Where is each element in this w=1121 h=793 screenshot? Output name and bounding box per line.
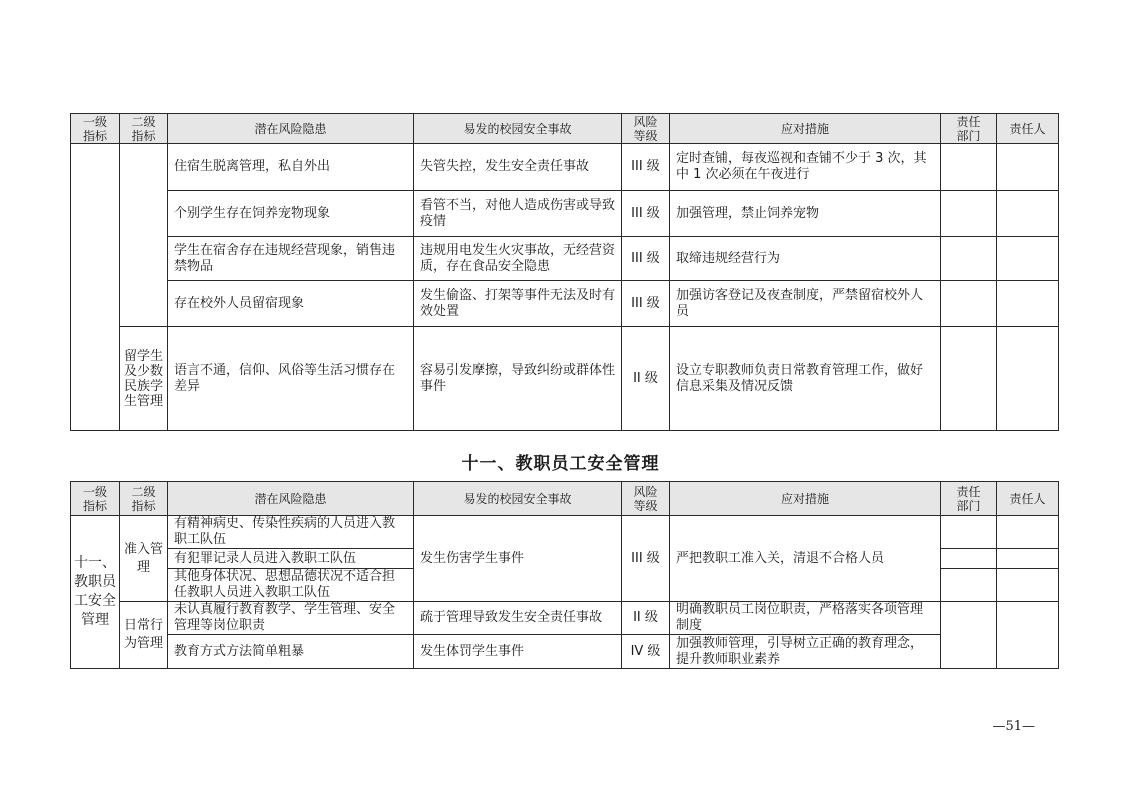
measure-cell: 加强教师管理，引导树立正确的教育理念，提升教师职业素养 (670, 635, 941, 669)
group-label-admission: 准入管理 (120, 516, 168, 602)
person-cell (997, 281, 1059, 327)
person-cell (997, 602, 1059, 669)
header-measures: 应对措施 (670, 482, 941, 516)
table-row (71, 191, 1059, 237)
hazard-cell: 有精神病史、传染性疾病的人员进入教职工队伍 (168, 516, 414, 549)
hazard-cell: 有犯罪记录人员进入教职工队伍 (168, 549, 414, 569)
level1-cell (71, 144, 120, 431)
header-level1: 一级 指标 (71, 482, 120, 516)
header-hazard: 潜在风险隐患 (168, 114, 414, 144)
accident-cell: 看管不当，对他人造成伤害或导致疫情 (414, 191, 622, 237)
risk-level-cell: IV 级 (622, 635, 670, 669)
measure-cell: 设立专职教师负责日常教育管理工作，做好信息采集及情况反馈 (670, 327, 941, 431)
table-row (71, 602, 1059, 635)
accident-cell: 发生体罚学生事件 (414, 635, 622, 669)
dept-cell (941, 569, 997, 602)
measure-cell: 明确教职员工岗位职责，严格落实各项管理制度 (670, 602, 941, 635)
hazard-cell: 学生在宿舍存在违规经营现象，销售违禁物品 (168, 237, 414, 281)
risk-table-continued (70, 113, 1059, 431)
risk-level-cell: II 级 (622, 327, 670, 431)
risk-level-cell: II 级 (622, 602, 670, 635)
dept-cell (941, 144, 997, 191)
person-cell (997, 569, 1059, 602)
measure-cell: 定时查铺，每夜巡视和查铺不少于 3 次，其中 1 次必须在午夜进行 (670, 144, 941, 191)
risk-level-cell: III 级 (622, 237, 670, 281)
person-cell (997, 516, 1059, 549)
measure-cell: 加强访客登记及夜查制度，严禁留宿校外人员 (670, 281, 941, 327)
hazard-cell: 未认真履行教育教学、学生管理、安全管理等岗位职责 (168, 602, 414, 635)
accident-cell: 疏于管理导致发生安全责任事故 (414, 602, 622, 635)
table-row (71, 516, 1059, 549)
person-cell (997, 549, 1059, 569)
hazard-cell: 个别学生存在饲养宠物现象 (168, 191, 414, 237)
measure-cell: 取缔违规经营行为 (670, 237, 941, 281)
header-person: 责任人 (997, 482, 1059, 516)
table-row (71, 327, 1059, 431)
risk-table-staff (70, 481, 1059, 669)
accident-cell: 违规用电发生火灾事故，无经营资质，存在食品安全隐患 (414, 237, 622, 281)
person-cell (997, 191, 1059, 237)
measure-cell: 严把教职工准入关，清退不合格人员 (670, 516, 941, 602)
header-dept: 责任 部门 (941, 482, 997, 516)
dept-cell (941, 191, 997, 237)
header-level1: 一级 指标 (71, 114, 120, 144)
level1-staff-safety: 十一、教职员工安全管理 (71, 516, 120, 669)
page-number: — 51 — (992, 719, 1035, 734)
dept-cell (941, 281, 997, 327)
person-cell (997, 237, 1059, 281)
person-cell (997, 144, 1059, 191)
hazard-cell: 语言不通，信仰、风俗等生活习惯存在差异 (168, 327, 414, 431)
risk-level-cell: III 级 (622, 516, 670, 602)
dept-cell (941, 237, 997, 281)
dept-cell (941, 549, 997, 569)
header-person: 责任人 (997, 114, 1059, 144)
header-level2: 二级 指标 (120, 114, 168, 144)
header-accident: 易发的校园安全事故 (414, 482, 622, 516)
group-label-conduct: 日常行为管理 (120, 602, 168, 669)
dept-cell (941, 602, 997, 669)
risk-level-cell: III 级 (622, 281, 670, 327)
header-level2: 二级 指标 (120, 482, 168, 516)
hazard-cell: 存在校外人员留宿现象 (168, 281, 414, 327)
risk-level-cell: III 级 (622, 191, 670, 237)
measure-cell: 加强管理，禁止饲养宠物 (670, 191, 941, 237)
header-risk: 风险 等级 (622, 482, 670, 516)
section-title: 十一、教职员工安全管理 (461, 454, 660, 474)
table-row (71, 237, 1059, 281)
header-accident: 易发的校园安全事故 (414, 114, 622, 144)
dept-cell (941, 516, 997, 549)
person-cell (997, 327, 1059, 431)
hazard-cell: 其他身体状况、思想品德状况不适合担任教职人员进入教职工队伍 (168, 569, 414, 602)
table-row (71, 144, 1059, 191)
table-row (71, 635, 1059, 669)
header-hazard: 潜在风险隐患 (168, 482, 414, 516)
group-label-international-minority: 留学生及少数民族学生管理 (120, 327, 168, 431)
dept-cell (941, 327, 997, 431)
header-dept: 责任 部门 (941, 114, 997, 144)
level2-cell (120, 144, 168, 327)
accident-cell: 容易引发摩擦，导致纠纷或群体性事件 (414, 327, 622, 431)
header-measures: 应对措施 (670, 114, 941, 144)
header-risk: 风险 等级 (622, 114, 670, 144)
hazard-cell: 教育方式方法简单粗暴 (168, 635, 414, 669)
risk-level-cell: III 级 (622, 144, 670, 191)
table-row (71, 281, 1059, 327)
accident-cell: 发生伤害学生事件 (414, 516, 622, 602)
hazard-cell: 住宿生脱离管理，私自外出 (168, 144, 414, 191)
accident-cell: 发生偷盗、打架等事件无法及时有效处置 (414, 281, 622, 327)
accident-cell: 失管失控，发生安全责任事故 (414, 144, 622, 191)
